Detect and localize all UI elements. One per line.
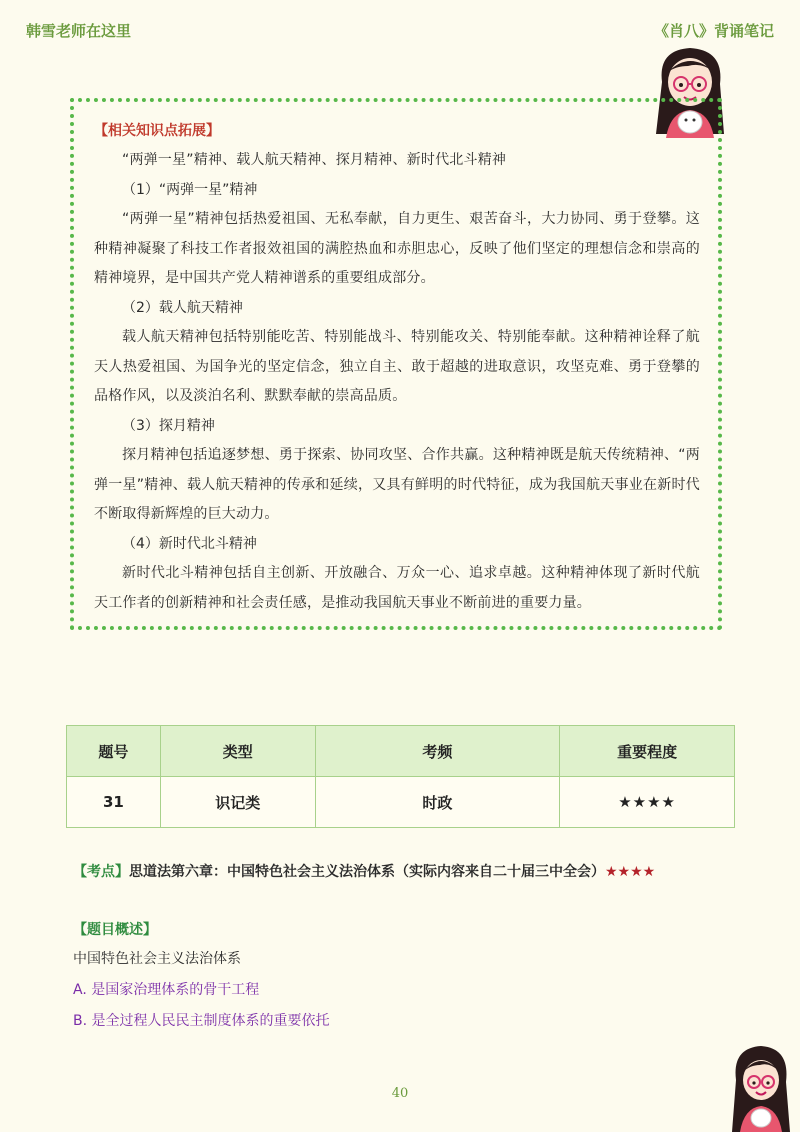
question-summary-tag: 【题目概述】 (73, 922, 157, 938)
table-header-row (67, 726, 735, 777)
question-info-table (66, 725, 735, 828)
knowledge-extension-box (70, 98, 722, 630)
exam-point-tag: 【考点】 (73, 864, 129, 880)
teacher-avatar-icon (722, 1042, 800, 1132)
table-cell-importance: ★★★★ (560, 777, 735, 828)
exam-point-line (73, 861, 655, 881)
table-cell-frequency: 时政 (315, 777, 560, 828)
section-heading: （1）“两弹一星”精神 (122, 181, 258, 198)
table-header-cell: 考频 (315, 726, 560, 777)
option-b: B. 是全过程人民民主制度体系的重要依托 (73, 1013, 330, 1029)
table-header-cell: 重要程度 (560, 726, 735, 777)
box-title: 【相关知识点拓展】 (94, 123, 220, 139)
section-body: “两弹一星”精神包括热爱祖国、无私奉献，自力更生、艰苦奋斗，大力协同、勇于登攀。这种精神凝聚了科技工作者报效祖国的满腔热血和赤胆忠心，反映了他们坚定的理想信念和崇高的精神境界，是中国共产党人精神谱系的重要组成部分。 (94, 211, 700, 286)
header-right-title: 《肖八》背诵笔记 (653, 22, 774, 40)
box-intro: “两弹一星”精神、载人航天精神、探月精神、新时代北斗精神 (122, 152, 507, 168)
section-body: 探月精神包括追逐梦想、勇于探索、协同攻坚、合作共赢。这种精神既是航天传统精神、“两弹一星”精神、载人航天精神的传承和延续，又具有鲜明的时代特征，成为我国航天事业在新时代不断取得新辉煌的巨大动力。 (94, 447, 700, 522)
table-header-cell: 类型 (160, 726, 315, 777)
exam-point-text: 思道法第六章：中国特色社会主义法治体系（实际内容来自二十届三中全会） (129, 864, 605, 880)
section-heading: （3）探月精神 (122, 417, 215, 434)
section-heading: （2）载人航天精神 (122, 299, 243, 316)
section-heading: （4）新时代北斗精神 (122, 535, 257, 552)
table-row (67, 777, 735, 828)
table-header-cell: 题号 (67, 726, 161, 777)
page-number: 40 (391, 1086, 409, 1101)
table-cell-number: 31 (67, 777, 161, 828)
table-cell-type: 识记类 (160, 777, 315, 828)
section-body: 新时代北斗精神包括自主创新、开放融合、万众一心、追求卓越。这种精神体现了新时代航天工作者的创新精神和社会责任感，是推动我国航天事业不断前进的重要力量。 (94, 565, 700, 611)
option-a: A. 是国家治理体系的骨干工程 (73, 982, 260, 998)
exam-point-stars: ★★★★ (605, 864, 656, 880)
header-left-title: 韩雪老师在这里 (26, 22, 132, 40)
question-stem: 中国特色社会主义法治体系 (73, 951, 241, 967)
section-body: 载人航天精神包括特别能吃苦、特别能战斗、特别能攻关、特别能奉献。这种精神诠释了航天人热爱祖国、为国争光的坚定信念，独立自主、敢于超越的进取意识，攻坚克难、勇于登攀的品格作风，以及淡泊名利、默默奉献的崇高品质。 (94, 329, 700, 404)
